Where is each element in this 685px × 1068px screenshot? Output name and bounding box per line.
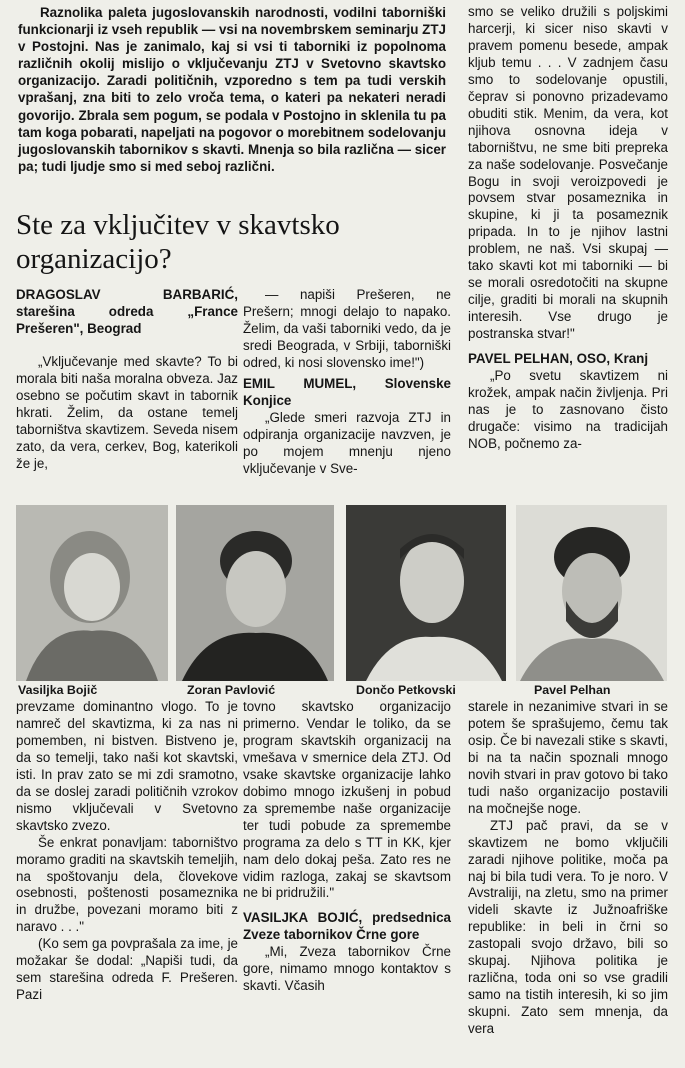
top-column-3 bbox=[468, 4, 668, 453]
photo-caption: Dončo Petkovski bbox=[356, 683, 456, 697]
paragraph: Še enkrat ponavljam: taborništvo moramo graditi na skavtskih temeljih, na spoštovanju dela, človekove osebnosti, poštenosti posameznika in družbe, povezani moramo biti z naravo . . ." bbox=[16, 834, 238, 935]
portrait-image bbox=[176, 505, 334, 681]
lead-text: Raznolika paleta jugoslovanskih narodnosti, vodilni taborniški funkcionarji iz vseh republik — vsi na novembrskem seminarju ZTJ v Postojni. Nas je zanimalo, kaj si vsi ti taborniki iz popolnoma različnih okolij mislijo o vključevanju ZTJ v Svetovno skavtsko organizacijo. Zaradi političnih, vzporedno s tem pa tudi verskih vprašanj, zna biti to zelo vroča tema, o kateri pa nekateri neradi govorijo. Zbrala sem pogum, se podala v Postojno in sklenila tu pa tam koga pobarati, napeljati na pogovor o morebitnem sodelovanju jugoslovanskih tabornikov s skavti. Mnenja so bila različna — sicer pa; tudi ljudje smo si med seboj različni. bbox=[18, 5, 446, 174]
portrait-image bbox=[346, 505, 506, 681]
photo-vasiljka-bojic bbox=[16, 505, 168, 681]
bottom-column-2 bbox=[243, 699, 451, 995]
photo-caption: Zoran Pavlović bbox=[187, 683, 276, 697]
paragraph: „Po svetu skavtizem ni krožek, ampak način življenja. Pri nas je to zasnovano čisto drugače: visimo na tradicijah NOB, počnemo za- bbox=[468, 368, 668, 451]
byline-dragoslav-barbaric: DRAGOSLAV BARBARIĆ, starešina odreda „France Prešeren", Beograd bbox=[16, 287, 238, 336]
byline-vasiljka-bojic: VASILJKA BOJIĆ, predsednica Zveze tabornikov Črne gore bbox=[243, 910, 451, 943]
photo-zoran-pavlovic bbox=[176, 505, 334, 681]
paragraph: — napiši Prešeren, ne Prešern; mnogi delajo to napako. Želim, da vaši taborniki vedo, da je sredi Beograda, v Srbiji, taborniški odred, ki nosi slovensko ime!") bbox=[243, 287, 451, 370]
byline-emil-mumel: EMIL MUMEL, Slovenske Konjice bbox=[243, 375, 451, 408]
paragraph: ZTJ pač pravi, da se v skavtizem ne bomo vključili zaradi njihove politike, moča pa naj bi bila tudi vera. To je noro. V Avstraliji, na zletu, smo na primer videli skavte iz Južnoafriške republike: in beli in črni so zastopali svojo državo, bili so skupaj. Njihova politika je različna, toda oni so vse gradili samo na tistih interesih, ki so jim skupni. Zato sem mnenja, da vera bbox=[468, 817, 668, 1037]
photo-caption: Vasiljka Bojič bbox=[18, 683, 98, 697]
paragraph: tovno skavtsko organizacijo primerno. Vendar le toliko, da se program skavtskih organizacij na vmešava v smernice dela ZTJ. Od vsake skavtske organizacije lahko dobimo mnogo izkušenj in pobud za spremembe naše organizacije ter tudi pobude za spremembe programa za delo s TT in KK, kjer nam delo dokaj peša. Zato res ne vidim razloga, zakaj se skavtsom ne bi pridružili." bbox=[243, 699, 451, 901]
photo-pavel-pelhan bbox=[516, 505, 667, 681]
article-headline: Ste za vključitev v skavtsko organizacijo? bbox=[16, 209, 340, 275]
paragraph: „Mi, Zveza tabornikov Črne gore, nimamo mnogo kontaktov s skavti. Včasih bbox=[243, 944, 451, 994]
paragraph: prevzame dominantno vlogo. To je namreč del skavtizma, ki za nas ni pomemben, ni bistven. Bistveno je, da so temelji, tako naši kot skavtski, isti. In prav zato se mi zdi sramotno, da se doslej zaradi političnih vzrokov nismo vključevali v Svetovno skavtsko zvezo. bbox=[16, 699, 238, 833]
photo-caption: Pavel Pelhan bbox=[534, 683, 611, 697]
paragraph: starele in nezanimive stvari in se potem še sprašujemo, čemu tak osip. Če bi navezali stike s skavti, bi na ta način spoznali mnogo novih stvari in prav gotovo bi tako tudi našo organizacijo postavili na močnejše noge. bbox=[468, 699, 668, 816]
portrait-image bbox=[16, 505, 168, 681]
top-column-1 bbox=[16, 287, 238, 473]
bottom-column-3 bbox=[468, 699, 668, 1038]
paragraph: „Glede smeri razvoja ZTJ in odpiranja organizacije navzven, je po mojem mnenju njeno vključevanje v Sve- bbox=[243, 409, 451, 476]
bottom-column-1 bbox=[16, 699, 238, 1004]
byline-pavel-pelhan: PAVEL PELHAN, OSO, Kranj bbox=[468, 351, 649, 367]
paragraph: smo se veliko družili s poljskimi harcerji, ki sicer niso skavti v pravem pomenu besede, ampak kljub temu . . . V zadnjem času smo to sodelovanje opustili, čeprav si ponovno prizadevamo obuditi stik. Menim, da vera, kot njihova osnovna ideja v taborništvu, ne sme biti prepreka za naše sodelovanje. Posvečanje Bogu in svoji veroizpovedi je povsem stvar posameznika in skupine, ki ji ta posameznik pripada. In to je njihov lastni problem, ne naš. Vsi skupaj — tako skavti kot mi taborniki — bi se morali osredotočiti na skupne cilje, graditi bi morali na skupnih interesih. Vse drugo je postranska stvar!" bbox=[468, 4, 668, 342]
lead-paragraph bbox=[18, 4, 446, 175]
paragraph: „Vključevanje med skavte? To bi morala biti naša moralna obveza. Jaz osebno se počutim skavt in tabornik hkrati. Želim, da ostane temelj taborništva skavtizem. Seveda nisem zato, da vera, cerkev, Bog, katerikoli že je, bbox=[16, 353, 238, 471]
portrait-image bbox=[516, 505, 667, 681]
top-column-2 bbox=[243, 287, 451, 477]
paragraph: (Ko sem ga povprašala za ime, je možakar še dodal: „Napiši tudi, da sem starešina odreda F. Prešeren. Pazi bbox=[16, 936, 238, 1003]
photo-donco-petkovski bbox=[346, 505, 506, 681]
